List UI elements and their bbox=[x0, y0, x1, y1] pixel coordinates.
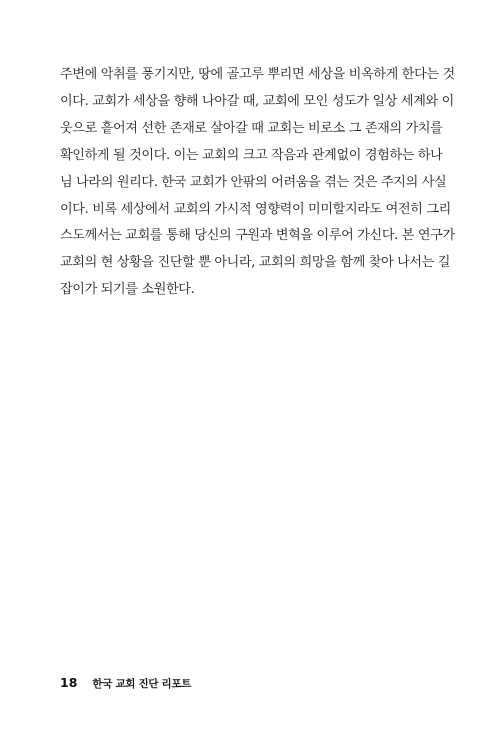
text-line: 확인하게 될 것이다. 이는 교회의 크고 작음과 관계없이 경험하는 하나 bbox=[60, 147, 443, 163]
text-line: 스도께서는 교회를 통해 당신의 구원과 변혁을 이루어 가신다. 본 연구가 bbox=[60, 228, 455, 244]
text-line: 교회의 현 상황을 진단할 뿐 아니라, 교회의 희망을 함께 찾아 나서는 길 bbox=[60, 255, 451, 271]
text-line: 이다. 비록 세상에서 교회의 가시적 영향력이 미미할지라도 여전히 그리 bbox=[60, 201, 451, 217]
running-title: 한국 교회 진단 리포트 bbox=[92, 678, 192, 690]
body-paragraph bbox=[60, 62, 455, 304]
text-line: 이다. 교회가 세상을 향해 나아갈 때, 교회에 모인 성도가 일상 세계와 이 bbox=[60, 93, 454, 109]
text-line: 님 나라의 원리다. 한국 교회가 안팎의 어려움을 겪는 것은 주지의 사실 bbox=[60, 174, 447, 190]
text-line: 웃으로 흩어져 선한 존재로 살아갈 때 교회는 비로소 그 존재의 가치를 bbox=[60, 120, 443, 136]
text-line: 잡이가 되기를 소원한다. bbox=[60, 282, 195, 298]
text-line: 주변에 악취를 풍기지만, 땅에 골고루 뿌리면 세상을 비옥하게 한다는 것 bbox=[60, 67, 455, 82]
page-number: 18 bbox=[60, 675, 78, 690]
page-footer bbox=[60, 675, 191, 691]
